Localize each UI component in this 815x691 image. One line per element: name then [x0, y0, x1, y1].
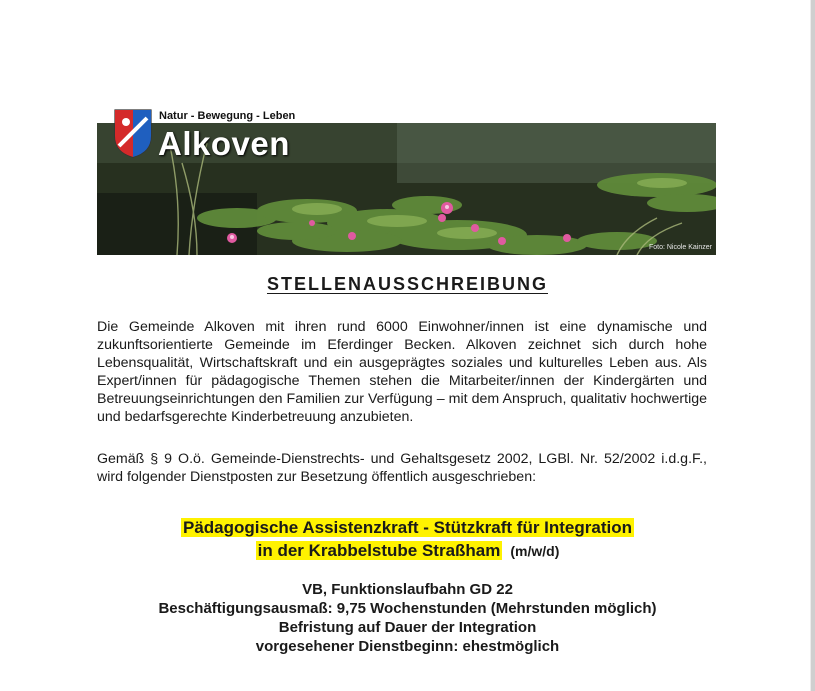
- tagline: Natur - Bewegung - Leben: [159, 110, 296, 122]
- gender-suffix: (m/w/d): [510, 543, 560, 559]
- detail-contract: VB, Funktionslaufbahn GD 22: [302, 581, 513, 598]
- logo-text: Alkoven: [158, 125, 290, 162]
- alkoven-crest-icon: [113, 108, 153, 158]
- intro-paragraph: Die Gemeinde Alkoven mit ihren rund 6000 Einwohner/innen ist eine dynamische und zukunftsorientierte Gemeinde im Eferdinger Becken. Alkoven zeichnet sich durch hohe Lebensqualität, Wirtschaftskraft und ein ausgeprägtes soziales und kulturelles Leben aus. Als Expert/innen für pädagogische Themen stehen die Mitarbeiter/innen der Kindergärten und Betreuungseinrichtungen den Familien zur Verfügung – mit dem Anspruch, qualitativ hochwertige und bedarfsgerechte Kinderbetreuung anzubieten.: [97, 319, 707, 425]
- detail-duration: Befristung auf Dauer der Integration: [278, 619, 537, 636]
- page-title: STELLENAUSSCHREIBUNG: [266, 274, 548, 294]
- detail-hours: Beschäftigungsausmaß: 9,75 Wochenstunden (Mehrstunden möglich): [158, 600, 657, 617]
- position-title-text-2: in der Krabbelstube Straßham: [257, 541, 501, 560]
- position-title-line-1: [0, 516, 815, 539]
- photo-credit: Foto: Nicole Kainzer: [648, 244, 712, 251]
- position-title-text-1: Pädagogische Assistenzkraft - Stützkraft für Integration: [183, 518, 632, 537]
- detail-start: vorgesehener Dienstbeginn: ehestmöglich: [255, 638, 560, 655]
- position-title-line-2: [0, 539, 815, 563]
- legal-paragraph: Gemäß § 9 O.ö. Gemeinde-Dienstrechts- und Gehaltsgesetz 2002, LGBl. Nr. 52/2002 i.d.g.F., wird folgender Dienstposten zur Besetzung öffentlich ausgeschrieben:: [97, 451, 707, 485]
